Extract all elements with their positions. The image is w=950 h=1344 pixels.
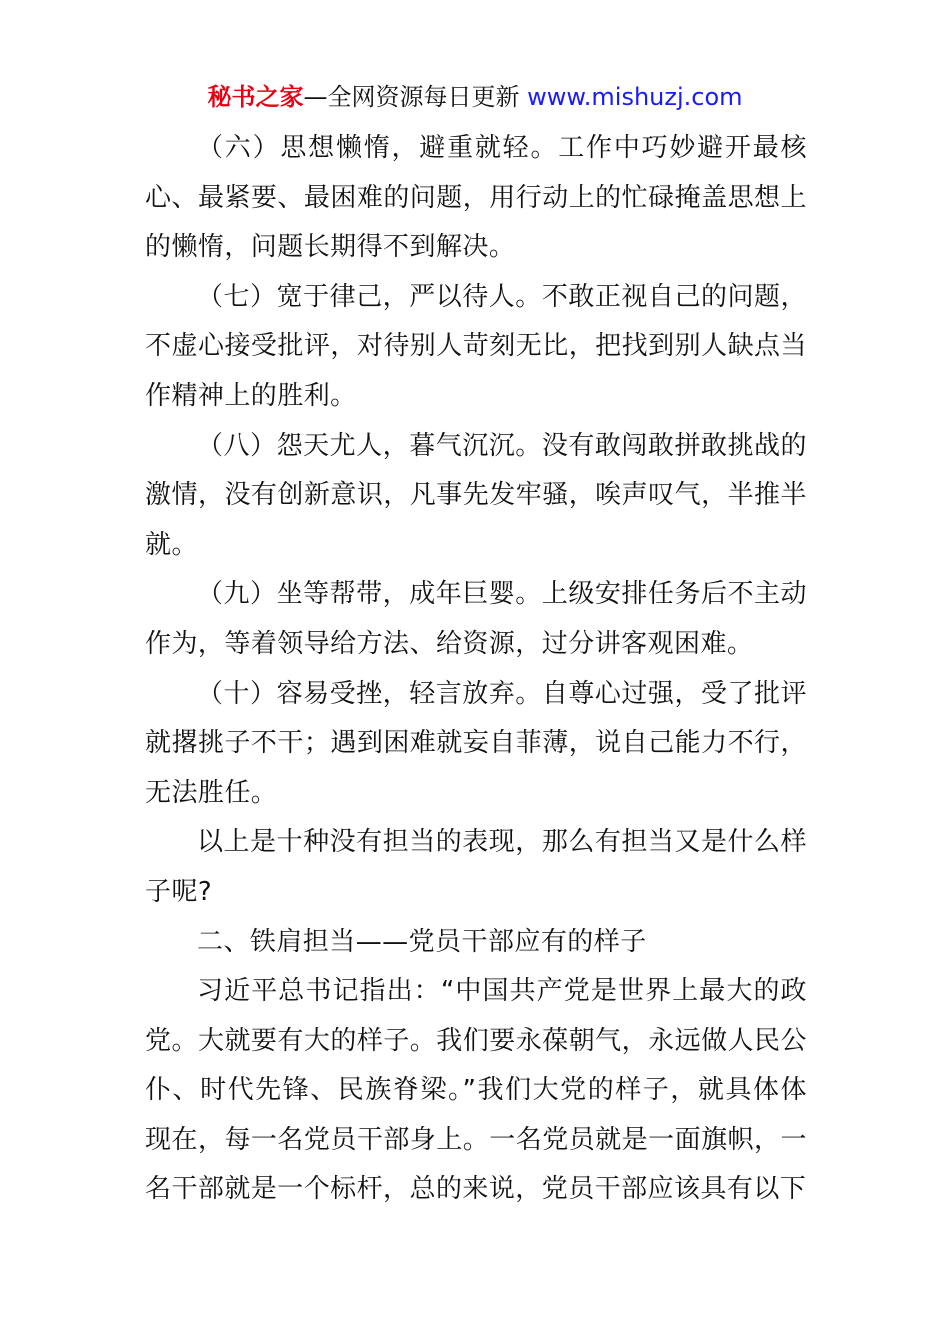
paragraph-summary: 以上是十种没有担当的表现，那么有担当又是什么样子呢? bbox=[145, 827, 807, 907]
header-url[interactable]: www.mishuzj.com bbox=[527, 83, 743, 111]
watermark-header bbox=[0, 80, 950, 114]
paragraph-item-9: （九）坐等帮带，成年巨婴。上级安排任务后不主动作为，等着领导给方法、给资源，过分讲客观困难。 bbox=[145, 579, 807, 659]
document-body bbox=[145, 124, 807, 1215]
paragraph-item-6: （六）思想懒惰，避重就轻。工作中巧妙避开最核心、最紧要、最困难的问题，用行动上的忙碌掩盖思想上的懒惰，问题长期得不到解决。 bbox=[145, 133, 807, 263]
paragraph-quote: 习近平总书记指出：“中国共产党是世界上最大的政党。大就要有大的样子。我们要永葆朝气，永远做人民公仆、时代先锋、民族脊梁。”我们大党的样子，就具体体现在，每一名党员干部身上。一名党员就是一面旗帜，一名干部就是一个标杆，总的来说，党员干部应该具有以下 bbox=[145, 976, 807, 1205]
header-slogan: —全网资源每日更新 bbox=[303, 83, 528, 111]
section-heading: 二、铁肩担当——党员干部应有的样子 bbox=[197, 926, 647, 957]
paragraph-item-7: （七）宽于律己，严以待人。不敢正视自己的问题，不虚心接受批评，对待别人苛刻无比，把找到别人缺点当作精神上的胜利。 bbox=[145, 281, 807, 411]
paragraph-item-8: （八）怨天尤人，暮气沉沉。没有敢闯敢拼敢挑战的激情，没有创新意识，凡事先发牢骚，唉声叹气，半推半就。 bbox=[145, 430, 807, 560]
paragraph-item-10: （十）容易受挫，轻言放弃。自尊心过强，受了批评就撂挑子不干；遇到困难就妄自菲薄，说自己能力不行，无法胜任。 bbox=[145, 678, 807, 808]
brand-name: 秘书之家 bbox=[207, 83, 304, 111]
